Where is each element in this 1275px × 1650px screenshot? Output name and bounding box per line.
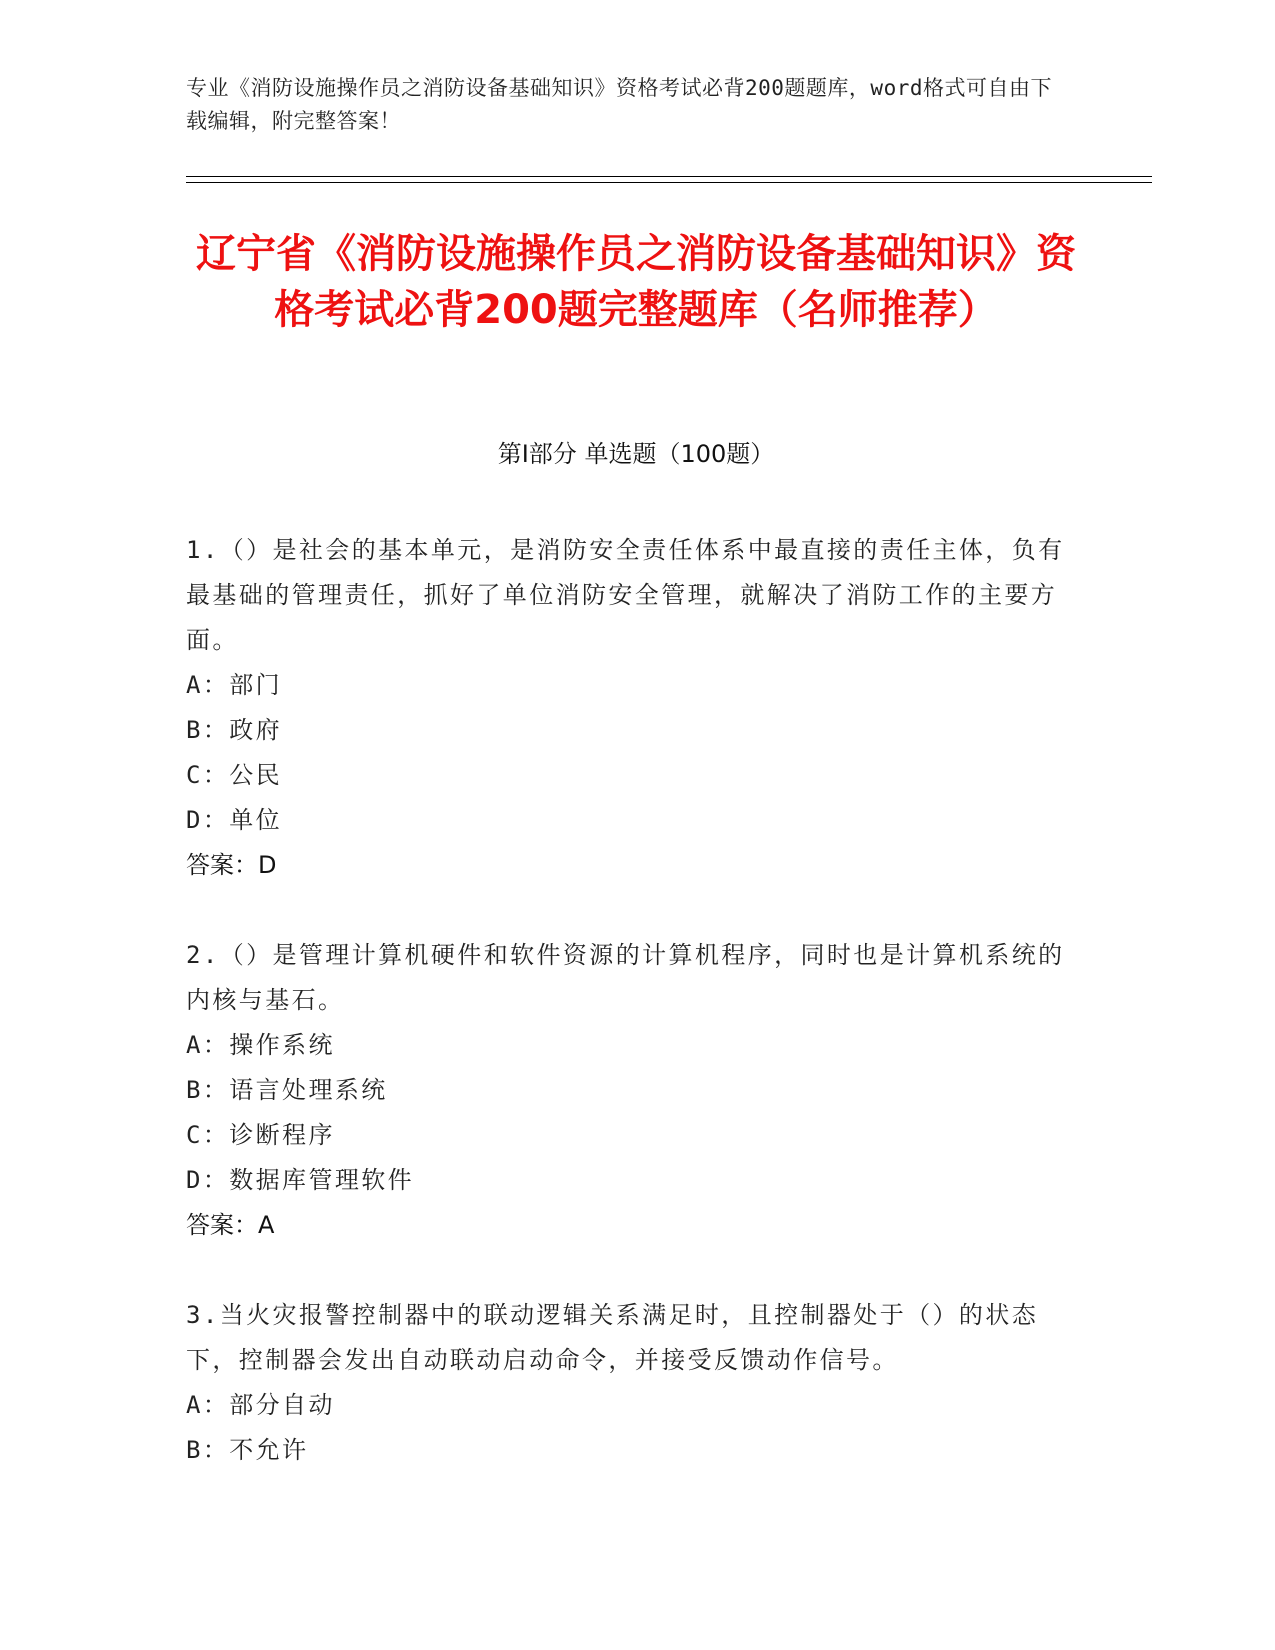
option-c: C：诊断程序: [186, 1121, 335, 1149]
question-stem: 2.（）是管理计算机硬件和软件资源的计算机程序，同时也是计算机系统的内核与基石。: [186, 941, 1065, 1014]
answer-line: 答案：D: [186, 851, 277, 879]
option-b: B：政府: [186, 716, 283, 744]
question-list: [186, 528, 1066, 1473]
option-d: D：数据库管理软件: [186, 1166, 415, 1194]
header-divider-top: [186, 176, 1152, 177]
document-title: 辽宁省《消防设施操作员之消防设备基础知识》资格考试必背200题完整题库（名师推荐）: [196, 231, 1076, 333]
option-a: A：操作系统: [186, 1031, 335, 1059]
question-1: [186, 528, 1066, 888]
question-3: [186, 1293, 1066, 1473]
option-b: B：不允许: [186, 1436, 309, 1464]
option-c: C：公民: [186, 761, 283, 789]
option-a: A：部门: [186, 671, 283, 699]
question-stem: 3.当火灾报警控制器中的联动逻辑关系满足时，且控制器处于（）的状态下，控制器会发出自动联动启动命令，并接受反馈动作信号。: [186, 1301, 1039, 1374]
question-2: [186, 933, 1066, 1248]
answer-line: 答案：A: [186, 1211, 275, 1239]
question-stem: 1.（）是社会的基本单元，是消防安全责任体系中最直接的责任主体，负有最基础的管理责任，抓好了单位消防安全管理，就解决了消防工作的主要方面。: [186, 536, 1065, 654]
option-b: B：语言处理系统: [186, 1076, 388, 1104]
header-divider-bottom: [186, 182, 1152, 183]
section-title: 第I部分 单选题（100题）: [497, 440, 775, 468]
option-d: D：单位: [186, 806, 283, 834]
header-note: 专业《消防设施操作员之消防设备基础知识》资格考试必背200题题库，word格式可自由下载编辑，附完整答案！: [186, 76, 1052, 133]
option-a: A：部分自动: [186, 1391, 335, 1419]
